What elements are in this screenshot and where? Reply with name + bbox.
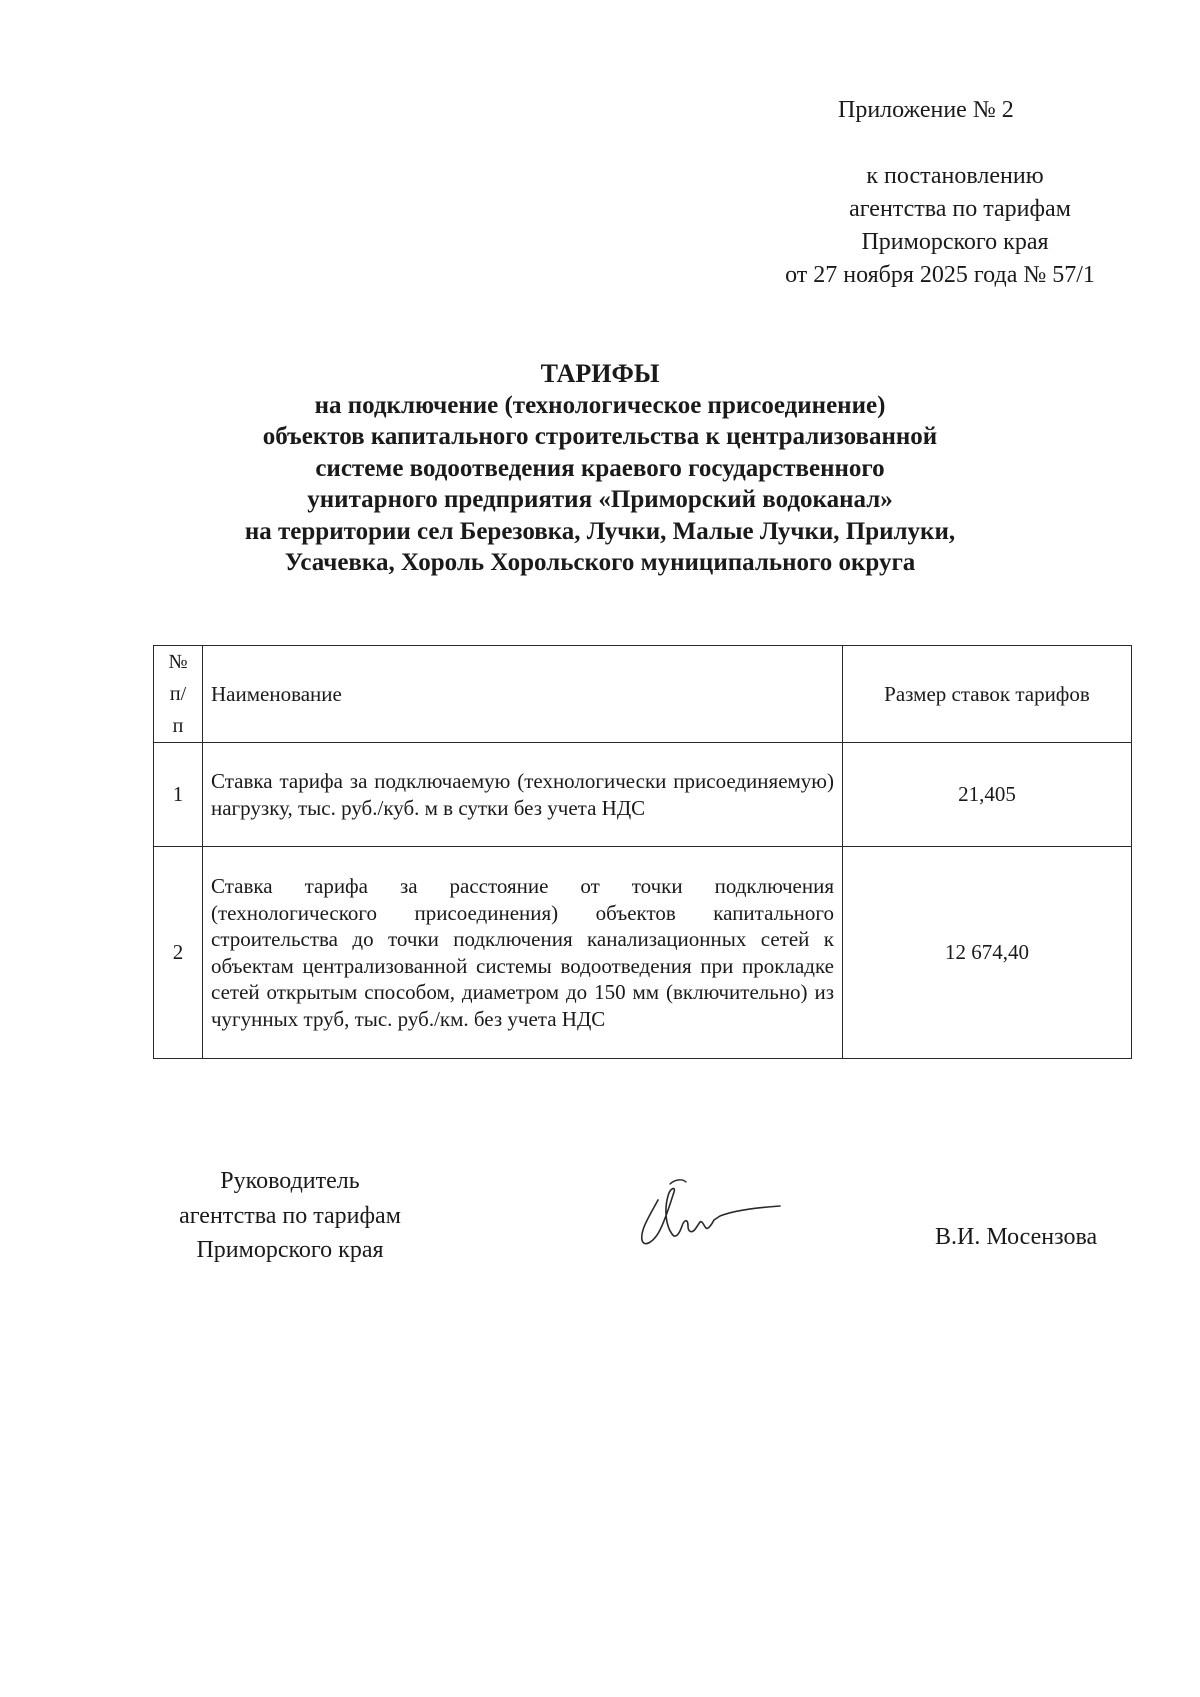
signer-position-line: агентства по тарифам	[179, 1202, 401, 1229]
header-name: Наименование	[203, 646, 843, 743]
resolution-reference	[740, 160, 1140, 292]
row-number: 1	[154, 743, 203, 847]
row-rate: 21,405	[843, 743, 1132, 847]
row-rate: 12 674,40	[843, 847, 1132, 1059]
header-number-line: п/	[169, 683, 187, 705]
table-row	[154, 743, 1132, 847]
tariff-table	[153, 645, 1132, 1059]
title-line: на территории сел Березовка, Лучки, Малые Лучки, Прилуки,	[244, 517, 956, 545]
table-header-row	[154, 646, 1132, 743]
header-number-line: п	[172, 715, 184, 737]
title-line: унитарного предприятия «Приморский водоканал»	[307, 486, 893, 513]
resolution-date-line: от 27 ноября 2025 года № 57/1	[785, 262, 1095, 288]
title-main: ТАРИФЫ	[540, 359, 660, 388]
title-line: объектов капитального строительства к централизованной	[262, 423, 938, 450]
table-row	[154, 847, 1132, 1059]
header-rate: Размер ставок тарифов	[843, 646, 1132, 743]
appendix-number: Приложение № 2	[838, 97, 1014, 123]
signer-position-line: Руководитель	[220, 1168, 360, 1194]
row-number: 2	[154, 847, 203, 1059]
document-title	[120, 358, 1080, 579]
signer-position-line: Приморского края	[196, 1237, 384, 1263]
title-line: системе водоотведения краевого государственного	[315, 454, 885, 482]
title-line: на подключение (технологическое присоединение)	[314, 391, 886, 419]
row-name: Ставка тарифа за расстояние от точки подключения (технологического присоединения) объектов капитального строительства до точки подключения канализационных сетей к объектам централизованной системы водоотведения при прокладке сетей открытым способом, диаметром до 150 мм (включительно) из чугунных труб, тыс. руб./км. без учета НДС	[203, 847, 843, 1059]
signer-name: В.И. Мосензова	[935, 1224, 1098, 1250]
row-name: Ставка тарифа за подключаемую (технологически присоединяемую) нагрузку, тыс. руб./куб. м в сутки без учета НДС	[203, 743, 843, 847]
resolution-line: агентства по тарифам	[849, 196, 1071, 222]
header-number	[154, 646, 203, 743]
resolution-line: к постановлению	[866, 163, 1044, 189]
signer-position	[150, 1164, 430, 1268]
title-line: Усачевка, Хороль Хорольского муниципального округа	[284, 549, 916, 576]
resolution-line: Приморского края	[861, 229, 1049, 255]
header-number-line: №	[168, 651, 188, 673]
handwritten-signature	[630, 1170, 790, 1260]
